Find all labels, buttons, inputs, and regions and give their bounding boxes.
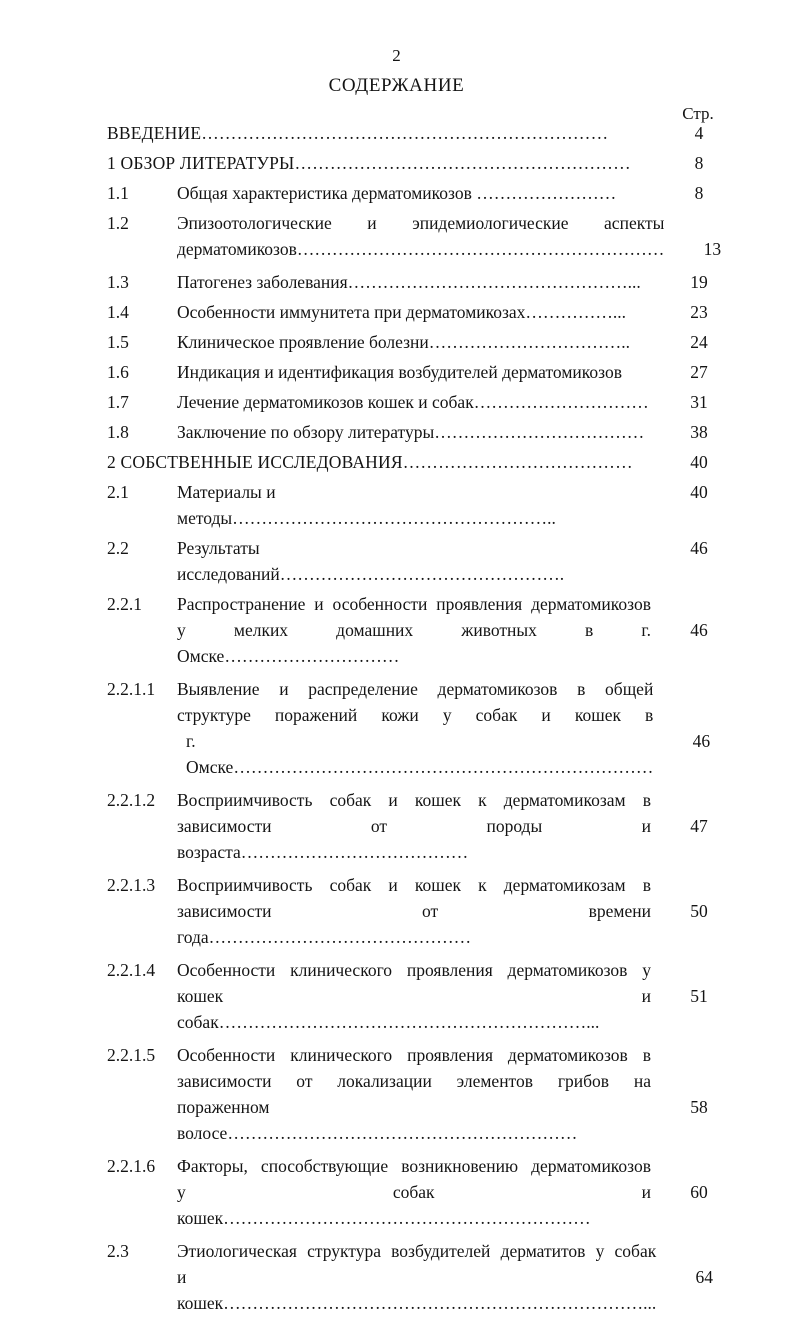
toc-entry-title [177,359,651,385]
toc-entry-line: Особенности клинического проявления дерматомикозов в [177,1045,651,1065]
toc-entry-number: 2.2.1 [107,594,142,614]
toc-entry-line: кошек и собак………………………………………………………... [177,986,656,1032]
toc-entry-line: Выявление и распределение дерматомикозов в общей [177,679,654,699]
toc-entry-number: 1.7 [107,392,129,412]
toc-entry[interactable] [107,591,747,669]
toc-entry-number: 1.6 [107,362,129,382]
toc-entry[interactable] [107,1238,747,1316]
toc-entry-title [177,872,656,950]
toc-entry-line: Распространение и особенности проявления дерматомикозов [177,594,651,614]
toc-entry-line: у собак и кошек……………………………………………………… [177,1182,656,1228]
toc-entry-number: 2.2.1.2 [107,790,156,810]
toc-entry[interactable] [107,269,747,295]
toc-entry-line: ВВЕДЕНИЕ…………………………………………………………… [107,123,609,143]
toc-entry-page: 40 [690,452,708,472]
toc-entry[interactable] [107,299,747,325]
toc-entry-line: Патогенез заболевания…………………………………………... [177,272,641,292]
toc-entry-number: 2.2.1.6 [107,1156,156,1176]
toc-entry-number: 2.3 [107,1241,129,1261]
page-column-header: Стр. [682,104,714,123]
toc-entry-title [177,1153,656,1231]
toc-entry-page: 4 [694,123,704,143]
toc-entry-page: 8 [694,183,704,203]
toc-entry-line: Материалы и методы……………………………………………….. [177,482,556,528]
toc-entry-number: 1.8 [107,422,129,442]
toc-entry-title [107,449,651,475]
page-folio-number: 2 [392,46,401,65]
toc-entry[interactable] [107,1153,747,1231]
toc-entry-title [177,210,664,262]
toc-entry-number: 1.4 [107,302,129,322]
toc-entry-line: Особенности клинического проявления дерматомикозов у [177,960,651,980]
toc-entry-page: 47 [690,816,708,836]
toc-entry-line: Заключение по обзору литературы……………………………… [177,422,645,442]
toc-entry-line: Индикация и идентификация возбудителей дерматомикозов [177,362,622,382]
toc-entry-title [177,269,651,295]
toc-entry-page: 40 [690,482,708,502]
toc-entry-line: дерматомикозов……………………………………………………… [177,239,665,259]
toc-entry-number: 2.2.1.3 [107,875,156,895]
toc-entry-page: 46 [692,731,711,751]
toc-entry-line: и кошек………………………………………………………………... [177,1267,657,1313]
toc-entry-page: 8 [694,153,704,173]
toc-entry-title [177,389,651,415]
toc-entry-line: 2 СОБСТВЕННЫЕ ИССЛЕДОВАНИЯ………………………………… [107,452,633,472]
toc-entry-page: 19 [690,272,708,292]
toc-entry-line: Особенности иммунитета при дерматомикозах……………... [177,302,627,322]
toc-entry-number: 2.2.1.4 [107,960,156,980]
toc-entry[interactable] [107,210,747,262]
toc-entry[interactable] [107,479,747,531]
toc-entry-number: 1.3 [107,272,129,292]
toc-entry-number: 2.2.1.1 [107,679,156,699]
toc-entry[interactable] [107,329,747,355]
toc-entry-line: Факторы, способствующие возникновению дерматомикозов [177,1156,651,1176]
toc-entry-line: Этиологическая структура возбудителей дерматитов у собак [177,1241,657,1261]
toc-entry[interactable] [107,359,747,385]
toc-entry[interactable] [107,180,747,206]
toc-entry-title [107,120,651,146]
toc-entry-title [177,591,656,669]
toc-entry-title [177,329,651,355]
toc-entry-number: 1.5 [107,332,129,352]
toc-entry-title [177,1238,656,1316]
toc-entry[interactable] [107,676,747,780]
toc-entry-line: Результаты исследований…………………………………………. [177,538,565,584]
toc-entry-line: зависимости от локализации элементов грибов на [177,1071,651,1091]
toc-entry[interactable] [107,535,747,587]
toc-entry[interactable] [107,449,747,475]
toc-entry-title [177,479,651,531]
toc-entry-line: структуре поражений кожи у собак и кошек в [177,705,654,725]
toc-entry[interactable] [107,150,747,176]
toc-entry-page: 46 [690,620,708,640]
toc-entry-page: 27 [690,362,708,382]
toc-entry-line: зависимости от времени года……………………………………… [177,901,656,947]
toc-entry-title [177,535,651,587]
toc-entry-page: 58 [690,1097,708,1117]
toc-entry-title [177,419,651,445]
toc-entry-line: зависимости от породы и возраста………………………………… [177,816,656,862]
toc-entry-line: Общая характеристика дерматомикозов …………………… [177,183,617,203]
toc-entry-line: у мелких домашних животных в г. Омске………………………… [177,620,656,666]
toc-entry[interactable] [107,1042,747,1146]
toc-entry-title [177,1042,651,1146]
toc-entry-line: Восприимчивость собак и кошек к дерматомикозам в [177,790,651,810]
toc-entry[interactable] [107,787,747,865]
toc-entry-number: 1.2 [107,213,129,233]
toc-entry-title [177,676,653,780]
toc-entry-number: 2.2 [107,538,129,558]
toc-entry-page: 13 [703,239,722,259]
toc-entry-line: Восприимчивость собак и кошек к дерматомикозам в [177,875,651,895]
toc-entry-title [177,299,651,325]
toc-entry[interactable] [107,120,747,146]
toc-entry-line: пораженном волосе…………………………………………………… [177,1097,578,1143]
toc-entry-title [177,787,656,865]
toc-entry[interactable] [107,419,747,445]
toc-entry-page: 23 [690,302,708,322]
toc-entry-page: 24 [690,332,708,352]
toc-entry-page: 46 [690,538,708,558]
toc-entry-title [177,180,651,206]
toc-entry-page: 60 [690,1182,708,1202]
toc-entry-title [107,150,651,176]
toc-entry-line: 1 ОБЗОР ЛИТЕРАТУРЫ………………………………………………… [107,153,631,173]
toc-entry-line: г. Омске……………………………………………………………… [186,731,654,777]
toc-entry-page: 64 [695,1267,713,1287]
toc-entry-number: 2.2.1.5 [107,1045,156,1065]
toc-entry[interactable] [107,872,747,950]
toc-entry-title [177,957,656,1035]
page-title: СОДЕРЖАНИЕ [328,75,465,96]
toc-entry-page: 38 [690,422,708,442]
toc-entry-line: Лечение дерматомикозов кошек и собак………………………… [177,392,649,412]
toc-entry-line: Клиническое проявление болезни…………………………….. [177,332,631,352]
toc-entry[interactable] [107,957,747,1035]
toc-entry[interactable] [107,389,747,415]
toc-entry-line: Эпизоотологические и эпидемиологические аспекты [177,213,665,233]
toc-entry-number: 2.1 [107,482,129,502]
toc-entry-number: 1.1 [107,183,129,203]
toc-entry-page: 50 [690,901,708,921]
toc-entry-page: 31 [690,392,708,412]
toc-entry-page: 51 [690,986,708,1006]
table-of-contents [107,120,747,1323]
